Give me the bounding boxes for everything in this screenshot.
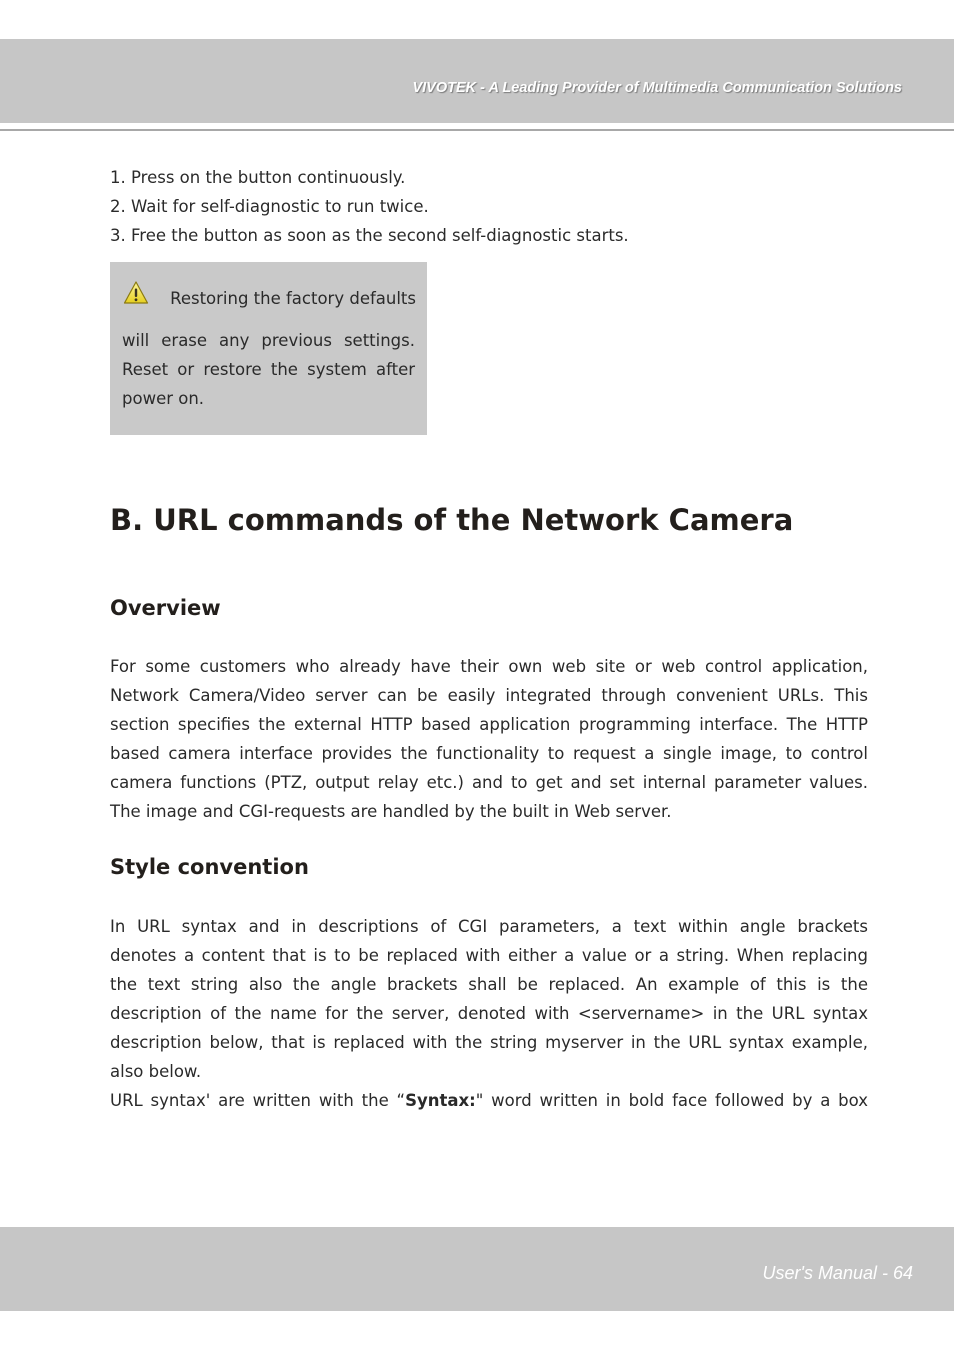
list-item: 3. Free the button as soon as the second self-diagnostic starts. <box>110 226 629 245</box>
overview-paragraph <box>110 652 868 826</box>
paragraph-line: description of the name for the server, denoted with <servername> in the URL syntax <box>110 1004 868 1023</box>
paragraph-line: The image and CGI-requests are handled by the built in Web server. <box>110 802 672 821</box>
syntax-line-text: " word written in bold face followed by a box <box>475 1091 868 1110</box>
paragraph-line: description below, that is replaced with the string myserver in the URL syntax example, <box>110 1033 868 1052</box>
warning-note-box <box>110 262 427 435</box>
syntax-line-text: URL syntax' are written with the “ <box>110 1091 406 1110</box>
list-item: 1. Press on the button continuously. <box>110 168 406 187</box>
header-title: VIVOTEK - A Leading Provider of Multimedia Communication Solutions <box>412 80 902 96</box>
note-line: Reset or restore the system after <box>122 360 415 379</box>
overview-heading: Overview <box>110 596 221 620</box>
paragraph-line: camera functions (PTZ, output relay etc.) and to get and set internal parameter values. <box>110 773 868 792</box>
syntax-description-line <box>110 1086 868 1115</box>
header-divider <box>0 129 954 131</box>
page-number: User's Manual - 64 <box>762 1263 913 1283</box>
paragraph-line: denotes a content that is to be replaced with either a value or a string. When replacing <box>110 946 868 965</box>
paragraph-line: section specifies the external HTTP based application programming interface. The HTTP <box>110 715 868 734</box>
section-title: B. URL commands of the Network Camera <box>110 503 794 537</box>
warning-icon <box>123 280 149 306</box>
warning-note-text <box>122 326 415 413</box>
style-convention-heading: Style convention <box>110 855 309 879</box>
note-line: power on. <box>122 389 205 408</box>
paragraph-line: based camera interface provides the functionality to request a single image, to control <box>110 744 868 763</box>
list-item: 2. Wait for self-diagnostic to run twice. <box>110 197 429 216</box>
paragraph-line: also below. <box>110 1062 202 1081</box>
reset-steps-list <box>110 163 870 250</box>
style-convention-paragraph <box>110 912 868 1115</box>
syntax-bold-word: Syntax: <box>405 1091 476 1110</box>
paragraph-line: For some customers who already have their own web site or web control application, <box>110 657 868 676</box>
note-line: will erase any previous settings. <box>122 331 415 350</box>
paragraph-line: In URL syntax and in descriptions of CGI parameters, a text within angle brackets <box>110 917 868 936</box>
paragraph-line: Network Camera/Video server can be easily integrated through convenient URLs. This <box>110 686 868 705</box>
warning-note-first-line: Restoring the factory defaults <box>170 289 416 308</box>
paragraph-line: the text string also the angle brackets shall be replaced. An example of this is the <box>110 975 868 994</box>
